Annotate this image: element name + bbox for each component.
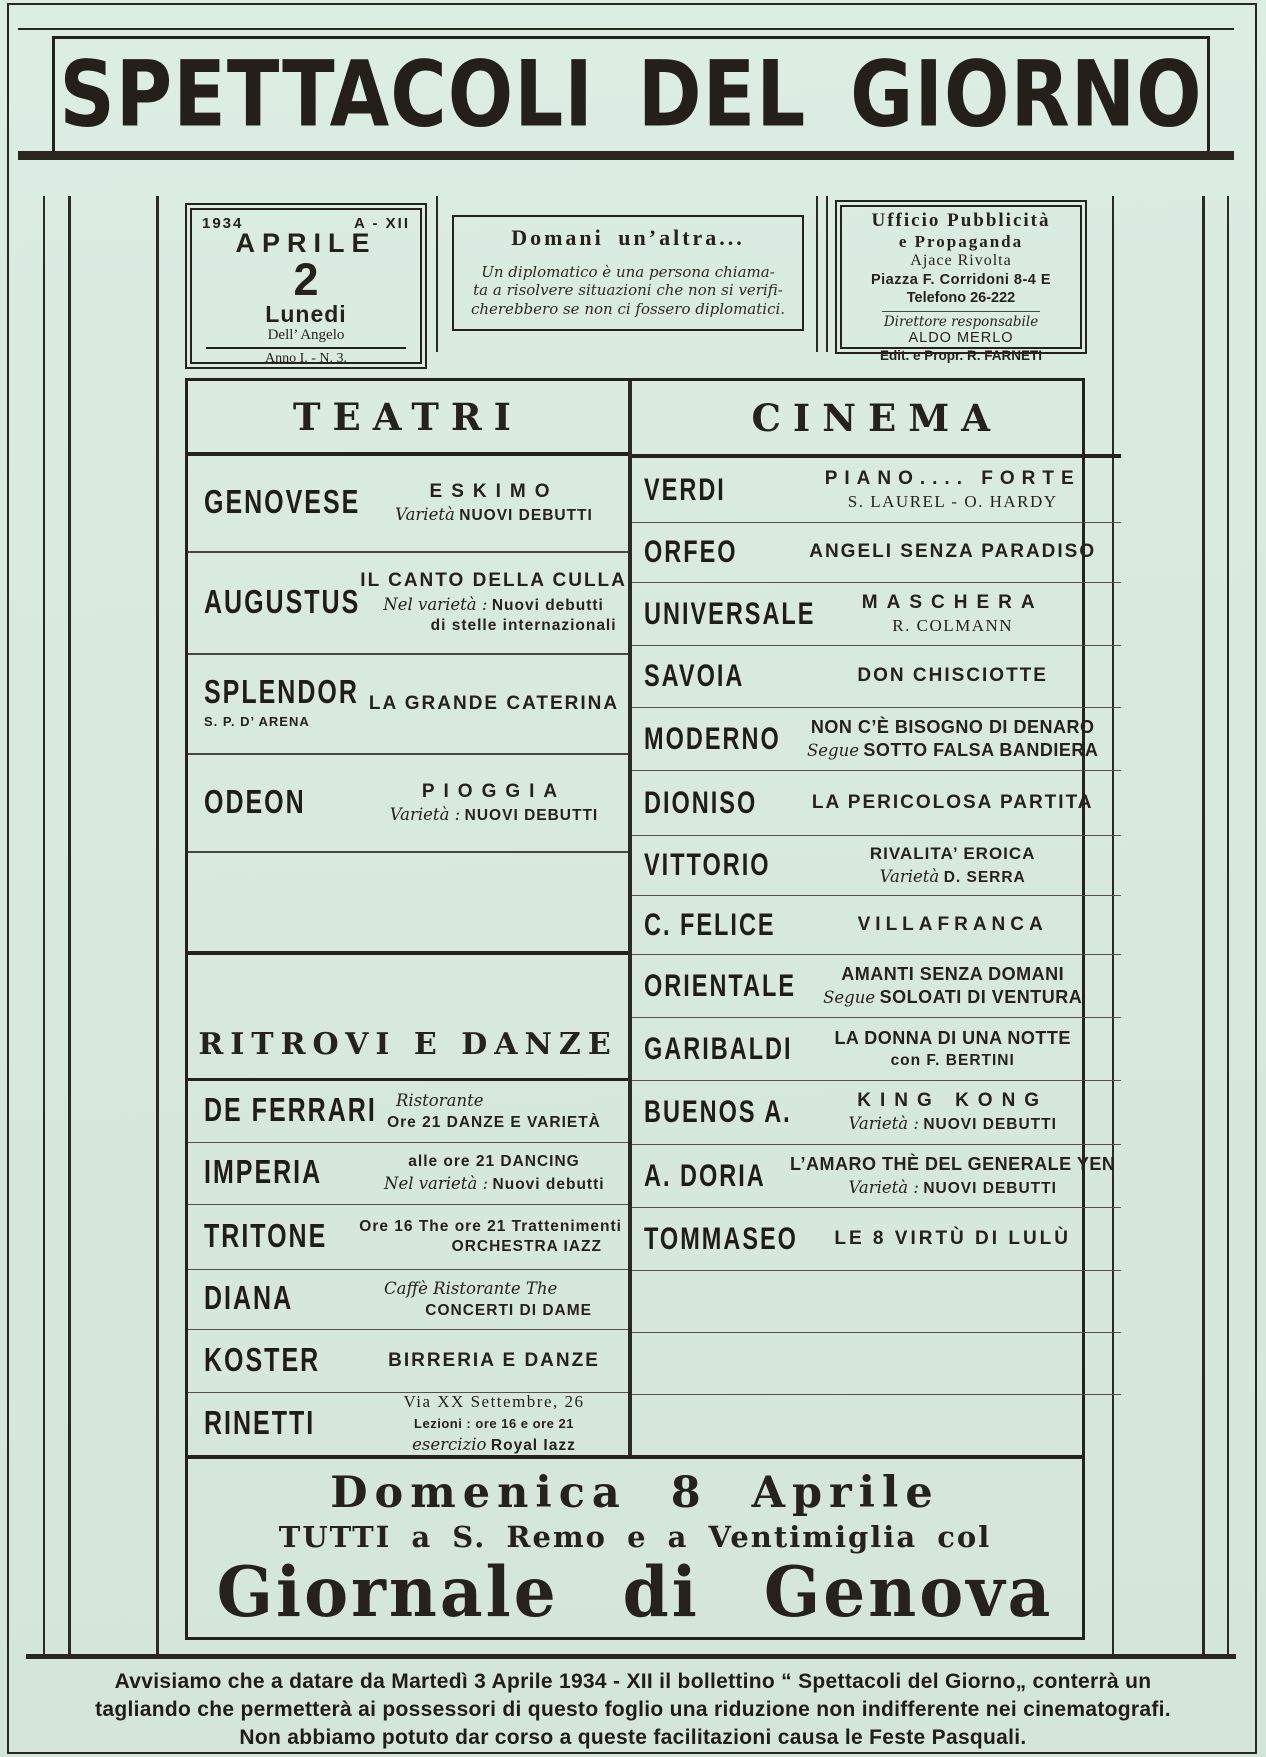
- show-note-2: Nuovi debutti: [492, 1175, 605, 1193]
- film-note-italic: Varietà: [879, 866, 940, 886]
- film-note-italic: Segue: [806, 741, 859, 760]
- cinema-row-vittorio: [632, 836, 1121, 896]
- ritrovi-row-rinetti: [188, 1393, 628, 1455]
- film-note-italic: Segue: [823, 988, 876, 1007]
- venue-name: RINETTI: [204, 1404, 316, 1442]
- show-title: ESKIMO: [429, 481, 559, 503]
- ritrovi-row-tritone: [188, 1205, 628, 1270]
- film-title: NON C’È BISOGNO DI DENARO: [810, 716, 1095, 737]
- film-title: LA PERICOLOSA PARTITA: [811, 791, 1094, 813]
- venue-type-italic: Caffè Ristorante The: [384, 1279, 558, 1299]
- left-margin-rule-3: [156, 196, 159, 1654]
- office-phone: Telefono 26-222: [906, 289, 1016, 306]
- venue-name: SPLENDOR: [204, 673, 359, 711]
- venue-name: TRITONE: [204, 1217, 328, 1255]
- venue-name: SAVOIA: [644, 658, 745, 693]
- cinema-row-garibaldi: [632, 1018, 1121, 1081]
- film-cast: R. COLMANN: [892, 615, 1014, 635]
- show-title: LA GRANDE CATERINA: [368, 692, 620, 714]
- film-cast: D. SERRA: [943, 868, 1026, 886]
- calendar-divider: [206, 347, 406, 349]
- venue-name: IMPERIA: [204, 1153, 323, 1191]
- show-note-italic: Varietà: [395, 505, 455, 525]
- show-note: NUOVI DEBUTTI: [459, 507, 593, 525]
- venue-name: VITTORIO: [644, 847, 771, 882]
- show-note: Ore 21 DANZE E VARIETÀ: [387, 1113, 601, 1131]
- film-cast: con F. BERTINI: [890, 1051, 1015, 1069]
- ritrovi-heading: RITROVI E DANZE: [188, 955, 628, 1081]
- quote-line-3: cherebbero se non ci fossero diplomatici.: [470, 299, 786, 318]
- office-agent: Ajace Rivolta: [910, 252, 1012, 270]
- venue-subtitle: S. P. D’ ARENA: [204, 714, 310, 729]
- cinema-row-orfeo: [632, 523, 1121, 583]
- teatri-column: [188, 381, 628, 1455]
- venue-type-italic: Ristorante: [396, 1091, 484, 1111]
- show-note: Lezioni : ore 16 e ore 21: [414, 1415, 574, 1431]
- film-note-italic: Varietà :: [848, 1114, 919, 1134]
- promo-newspaper-title: Giornale di Genova: [216, 1551, 1054, 1634]
- teatri-row-odeon: [188, 755, 628, 853]
- cinema-column: [632, 381, 1121, 1455]
- masthead-title-box: [52, 36, 1210, 154]
- promo-banner: [188, 1455, 1082, 1637]
- cinema-empty-row-1: [632, 1271, 1121, 1333]
- cinema-row-orientale: [632, 955, 1121, 1018]
- quote-body: [454, 263, 802, 318]
- cinema-empty-row-2: [632, 1333, 1121, 1395]
- film-title: PIANO.... FORTE: [824, 467, 1081, 489]
- venue-name: GARIBALDI: [644, 1030, 793, 1066]
- film-title-2: SOTTO FALSA BANDIERA: [863, 740, 1099, 760]
- office-divider: [882, 311, 1040, 312]
- show-note: Ore 16 The ore 21 Trattenimenti: [359, 1217, 622, 1235]
- right-margin-rule-2: [1202, 196, 1205, 1654]
- film-title-2: SOLOATI DI VENTURA: [879, 987, 1083, 1007]
- ritrovi-row-diana: [188, 1270, 628, 1330]
- ritrovi-row-imperia: [188, 1143, 628, 1205]
- venue-name: TOMMASEO: [644, 1220, 798, 1256]
- venue-name: DIONISO: [644, 784, 758, 820]
- show-note-italic: esercizio: [412, 1435, 487, 1455]
- cinema-row-tommaseo: [632, 1208, 1121, 1271]
- listings-box: [185, 378, 1116, 1640]
- quote-line-2: ta a risolvere situazioni che non si verifi-: [473, 281, 783, 300]
- office-title-1: Ufficio Pubblicità: [871, 210, 1051, 231]
- film-title: AMANTI SENZA DOMANI: [841, 963, 1065, 984]
- cinema-row-dioniso: [632, 771, 1121, 836]
- footer-line-3: Non abbiamo potuto dar corso a queste facilitazioni causa le Feste Pasquali.: [239, 1725, 1027, 1749]
- right-margin-rule-3: [1227, 196, 1229, 1654]
- promo-line-1: Domenica 8 Aprile: [330, 1468, 940, 1519]
- calendar-box: [185, 203, 427, 369]
- film-title: VILLAFRANCA: [857, 913, 1048, 935]
- show-note: NUOVI DEBUTTI: [464, 806, 599, 824]
- teatri-row-splendor: [188, 655, 628, 755]
- film-note: NUOVI DEBUTTI: [923, 1116, 1057, 1134]
- film-title: L’AMARO THÈ DEL GENERALE YEN: [790, 1154, 1116, 1175]
- calendar-weekday: Lunedi: [265, 301, 347, 328]
- office-editor: Edit. e Propr. R. FARNETI: [879, 348, 1043, 364]
- cinema-row-moderno: [632, 708, 1121, 771]
- page-title: SPETTACOLI DEL GIORNO: [59, 42, 1203, 148]
- venue-name: GENOVESE: [204, 483, 361, 521]
- venue-name: C. FELICE: [644, 906, 776, 942]
- quote-title: Domani un’altra...: [511, 225, 745, 250]
- film-cast: S. LAUREL - O. HARDY: [847, 491, 1058, 511]
- cinema-row-verdi: [632, 458, 1121, 523]
- show-note: Nuovi debutti: [491, 596, 604, 614]
- venue-name: BUENOS A.: [644, 1094, 792, 1129]
- show-note-2: Royal Iazz: [490, 1437, 576, 1455]
- film-title: LA DONNA DI UNA NOTTE: [834, 1028, 1071, 1049]
- cinema-row-adoria: [632, 1145, 1121, 1208]
- cinema-heading: CINEMA: [632, 381, 1121, 458]
- title-band-top-rule: [18, 28, 1234, 30]
- film-note-italic: Varietà :: [848, 1177, 919, 1197]
- venue-name: A. DORIA: [644, 1157, 766, 1193]
- teatri-row-genovese: [188, 456, 628, 553]
- footer-line-2: tagliando che permetterà ai possessori di questo foglio una riduzione non indifferente nei cinematografi.: [95, 1697, 1171, 1721]
- venue-name: MODERNO: [644, 720, 781, 756]
- left-margin-rule-2: [68, 196, 71, 1654]
- ritrovi-row-koster: [188, 1330, 628, 1393]
- calendar-issue: Anno I. - N. 3.: [264, 351, 348, 367]
- venue-name: DE FERRARI: [204, 1091, 377, 1129]
- bottom-heavy-rule: [26, 1654, 1236, 1659]
- venue-name: AUGUSTUS: [204, 583, 361, 621]
- quote-box: [452, 215, 804, 331]
- masthead-divider-2a: [816, 196, 818, 352]
- venue-name: DIANA: [204, 1279, 294, 1317]
- office-director-label: Direttore responsabile: [883, 313, 1039, 330]
- masthead-divider-1: [436, 196, 438, 352]
- film-title: ANGELI SENZA PARADISO: [809, 541, 1097, 563]
- calendar-day: 2: [293, 254, 319, 305]
- show-note: BIRRERIA E DANZE: [388, 1349, 600, 1371]
- venue-address: Via XX Settembre, 26: [403, 1392, 585, 1412]
- film-title: KING KONG: [857, 1090, 1049, 1112]
- show-note: alle ore 21 DANCING: [408, 1153, 580, 1171]
- film-note: NUOVI DEBUTTI: [923, 1179, 1057, 1197]
- calendar-saint: Dell’ Angelo: [267, 327, 345, 344]
- cinema-empty-row-3: [632, 1395, 1121, 1455]
- film-title: MASCHERA: [861, 591, 1044, 613]
- venue-name: ORFEO: [644, 534, 738, 569]
- left-margin-rule-1: [43, 196, 45, 1654]
- ritrovi-row-deferrari: [188, 1081, 628, 1143]
- quote-line-1: Un diplomatico è una persona chiama-: [481, 263, 775, 281]
- title-band-bottom-bar: [18, 151, 1234, 160]
- promo-line-2: TUTTI a S. Remo e a Ventimiglia col: [278, 1520, 992, 1555]
- office-director: ALDO MERLO: [908, 330, 1014, 347]
- show-title: PIOGGIA: [421, 780, 567, 802]
- cinema-row-cfelice: [632, 896, 1121, 955]
- publicity-office-box: [835, 200, 1087, 364]
- show-note-italic: Nel varietà :: [383, 594, 488, 614]
- venue-name: UNIVERSALE: [644, 595, 816, 631]
- show-note-italic: Nel varietà :: [384, 1173, 489, 1193]
- teatri-row-augustus: [188, 553, 628, 655]
- cinema-row-universale: [632, 583, 1121, 646]
- show-note-2: ORCHESTRA IAZZ: [451, 1238, 602, 1255]
- masthead-divider-2b: [826, 196, 828, 352]
- office-address: Piazza F. Corridoni 8-4 E: [870, 271, 1052, 288]
- venue-name: KOSTER: [204, 1341, 321, 1379]
- venue-name: VERDI: [644, 471, 726, 507]
- cinema-row-buenosa: [632, 1081, 1121, 1145]
- calendar-month: APRILE: [235, 228, 377, 258]
- show-note-2: di stelle internazionali: [430, 617, 617, 635]
- footer-notice: [18, 1668, 1248, 1752]
- show-note: CONCERTI DI DAME: [425, 1301, 592, 1319]
- venue-name: ORIENTALE: [644, 967, 797, 1003]
- footer-line-1: Avvisiamo che a datare da Martedì 3 Aprile 1934 - XII il bollettino “ Spettacoli del Giorno„ conterrà un: [114, 1670, 1152, 1693]
- film-title: DON CHISCIOTTE: [857, 665, 1048, 687]
- venue-name: ODEON: [204, 783, 306, 821]
- show-title: IL CANTO DELLA CULLA: [360, 570, 627, 592]
- office-title-2: e Propaganda: [898, 231, 1024, 251]
- teatri-empty-row: [188, 853, 628, 955]
- cinema-row-savoia: [632, 646, 1121, 708]
- show-note-italic: Varietà :: [389, 804, 461, 824]
- calendar-era: A - XII: [354, 215, 410, 232]
- teatri-heading: TEATRI: [188, 381, 628, 456]
- film-title: LE 8 VIRTÙ DI LULÙ: [834, 1227, 1071, 1249]
- calendar-year: 1934: [202, 215, 244, 232]
- film-title: RIVALITA’ EROICA: [869, 844, 1036, 864]
